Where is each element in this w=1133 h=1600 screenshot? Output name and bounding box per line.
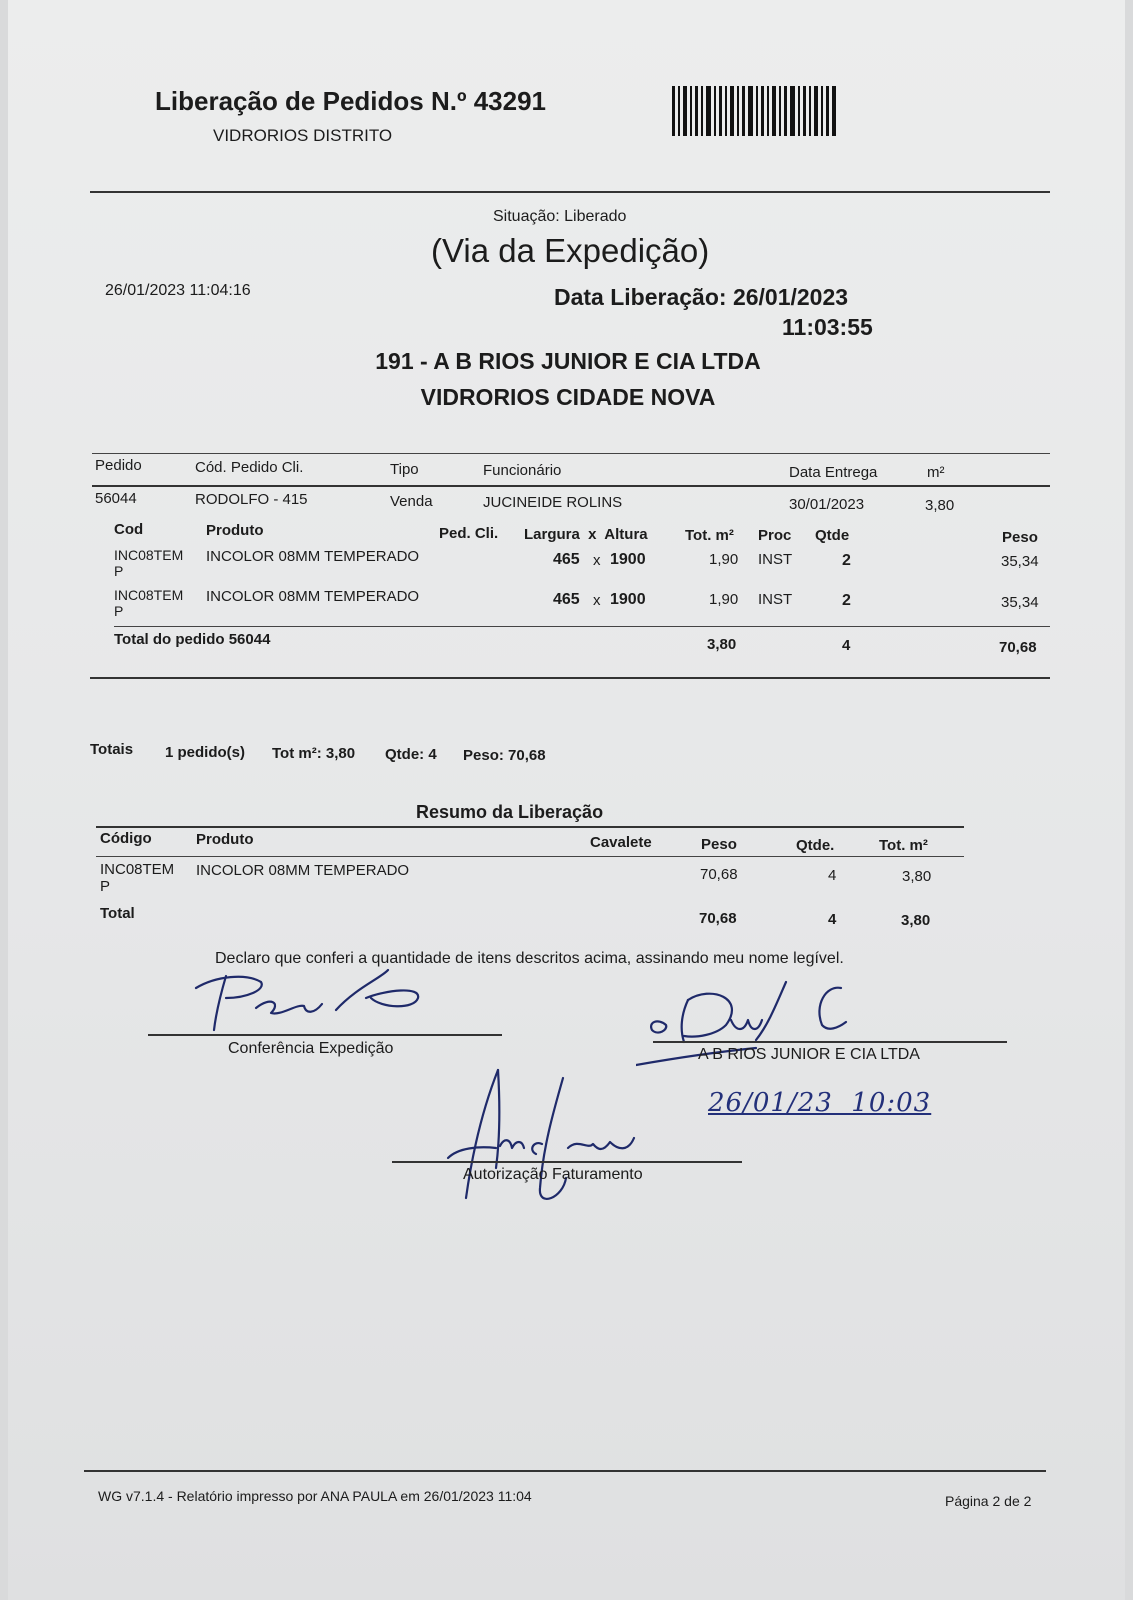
customer-name: 191 - A B RIOS JUNIOR E CIA LTDA <box>375 348 761 374</box>
items-col-tot-m2: Tot. m² <box>685 527 734 544</box>
handwritten-date: 26/01/23 10:03 <box>708 1088 932 1118</box>
items-col-produto: Produto <box>206 522 264 539</box>
order-funcionario: JUCINEIDE ROLINS <box>483 494 623 511</box>
col-pedido: Pedido <box>95 457 142 474</box>
order-cod-cli: RODOLFO - 415 <box>195 491 308 508</box>
item-qtde: 2 <box>842 552 851 569</box>
signature-label-conferencia: Conferência Expedição <box>228 1040 394 1057</box>
summary-col-qtde: Qtde. <box>796 837 835 854</box>
document-title: Liberação de Pedidos N.º 43291 <box>155 86 546 116</box>
totals-m2: Tot m²: 3,80 <box>272 745 356 762</box>
col-funcionario: Funcionário <box>483 462 562 479</box>
item-cod-cont: P <box>114 563 124 579</box>
item-tot-m2: 1,90 <box>709 591 739 608</box>
item-cod: INC08TEM <box>114 587 184 603</box>
totals-peso: Peso: 70,68 <box>463 747 546 764</box>
summary-total-peso: 70,68 <box>699 910 737 927</box>
signature-label-cliente: A B RIOS JUNIOR E CIA LTDA <box>698 1046 920 1063</box>
item-largura: 465 <box>553 591 580 608</box>
items-col-cod: Cod <box>114 521 144 538</box>
order-header-divider <box>92 485 1050 487</box>
signature-label-autorizacao: Autorização Faturamento <box>463 1166 643 1183</box>
order-tipo: Venda <box>390 493 433 510</box>
summary-col-produto: Produto <box>196 831 254 848</box>
summary-row-cod: INC08TEM <box>100 861 175 878</box>
signature-line-conferencia <box>148 1034 502 1036</box>
order-total-label: Total do pedido 56044 <box>114 631 271 648</box>
totals-label: Totais <box>90 741 134 758</box>
summary-col-codigo: Código <box>100 830 152 847</box>
items-bottom-divider <box>90 677 1050 679</box>
printed-datetime: 26/01/2023 11:04:16 <box>105 282 251 299</box>
order-table-top <box>92 453 1050 454</box>
order-total-qtde: 4 <box>842 637 851 654</box>
items-col-peso: Peso <box>1002 529 1038 546</box>
item-x: x <box>593 592 601 609</box>
footer-divider <box>84 1470 1046 1472</box>
status-label: Situação: Liberado <box>493 208 627 225</box>
item-peso: 35,34 <box>1001 594 1039 611</box>
item-altura: 1900 <box>610 591 646 608</box>
barcode <box>672 86 842 138</box>
order-total-divider <box>114 626 1050 627</box>
signature-autorizacao <box>438 1058 658 1208</box>
customer-branch: VIDRORIOS CIDADE NOVA <box>420 384 716 410</box>
summary-col-cavalete: Cavalete <box>590 834 652 851</box>
signature-line-cliente <box>653 1041 1007 1043</box>
order-pedido: 56044 <box>95 490 137 507</box>
item-peso: 35,34 <box>1001 553 1039 570</box>
summary-total-qtde: 4 <box>828 911 837 928</box>
order-total-peso: 70,68 <box>999 639 1037 656</box>
order-m2: 3,80 <box>925 497 955 514</box>
item-x: x <box>593 552 601 569</box>
item-altura: 1900 <box>610 551 646 568</box>
summary-col-tot-m2: Tot. m² <box>879 837 928 854</box>
item-proc: INST <box>758 591 793 608</box>
item-largura: 465 <box>553 551 580 568</box>
item-produto: INCOLOR 08MM TEMPERADO <box>206 548 420 565</box>
summary-title: Resumo da Liberação <box>416 802 604 822</box>
summary-row-peso: 70,68 <box>700 866 738 883</box>
release-time: 11:03:55 <box>782 314 873 340</box>
item-qtde: 2 <box>842 592 851 609</box>
col-data-entrega: Data Entrega <box>789 464 878 481</box>
footer-printed-by: WG v7.1.4 - Relatório impresso por ANA PAULA em 26/01/2023 11:04 <box>98 1488 532 1504</box>
summary-total-tot-m2: 3,80 <box>901 912 931 929</box>
item-proc: INST <box>758 551 793 568</box>
header-divider <box>90 191 1050 193</box>
totals-pedidos: 1 pedido(s) <box>165 744 246 761</box>
items-col-ped-cli: Ped. Cli. <box>439 525 499 542</box>
summary-row-cod-cont: P <box>100 878 111 895</box>
summary-total-label: Total <box>100 905 135 922</box>
col-m2: m² <box>927 464 945 481</box>
item-produto: INCOLOR 08MM TEMPERADO <box>206 588 420 605</box>
order-data-entrega: 30/01/2023 <box>789 496 865 513</box>
declaration-text: Declaro que conferi a quantidade de itens descritos acima, assinando meu nome legível. <box>215 950 844 967</box>
signature-line-autorizacao <box>392 1161 742 1163</box>
item-cod-cont: P <box>114 603 124 619</box>
items-col-dims: Largura x Altura <box>524 526 648 543</box>
totals-qtde: Qtde: 4 <box>385 746 437 763</box>
signature-conferencia <box>186 968 436 1036</box>
summary-row-tot-m2: 3,80 <box>902 868 932 885</box>
items-col-proc: Proc <box>758 527 792 544</box>
footer-page-number: Página 2 de 2 <box>945 1493 1032 1509</box>
order-total-m2: 3,80 <box>707 636 737 653</box>
summary-top-line <box>96 826 964 828</box>
summary-row-qtde: 4 <box>828 867 837 884</box>
document-page <box>8 0 1125 1600</box>
col-tipo: Tipo <box>390 461 419 478</box>
item-tot-m2: 1,90 <box>709 551 739 568</box>
release-date: Data Liberação: 26/01/2023 <box>554 284 849 310</box>
summary-row-produto: INCOLOR 08MM TEMPERADO <box>196 862 410 879</box>
company-name: VIDRORIOS DISTRITO <box>213 126 393 145</box>
summary-col-peso: Peso <box>701 836 737 853</box>
item-cod: INC08TEM <box>114 547 184 563</box>
col-cod-pedido-cli: Cód. Pedido Cli. <box>195 459 304 476</box>
via-label: (Via da Expedição) <box>431 232 710 269</box>
summary-header-divider <box>96 856 964 857</box>
items-col-qtde: Qtde <box>815 527 850 544</box>
